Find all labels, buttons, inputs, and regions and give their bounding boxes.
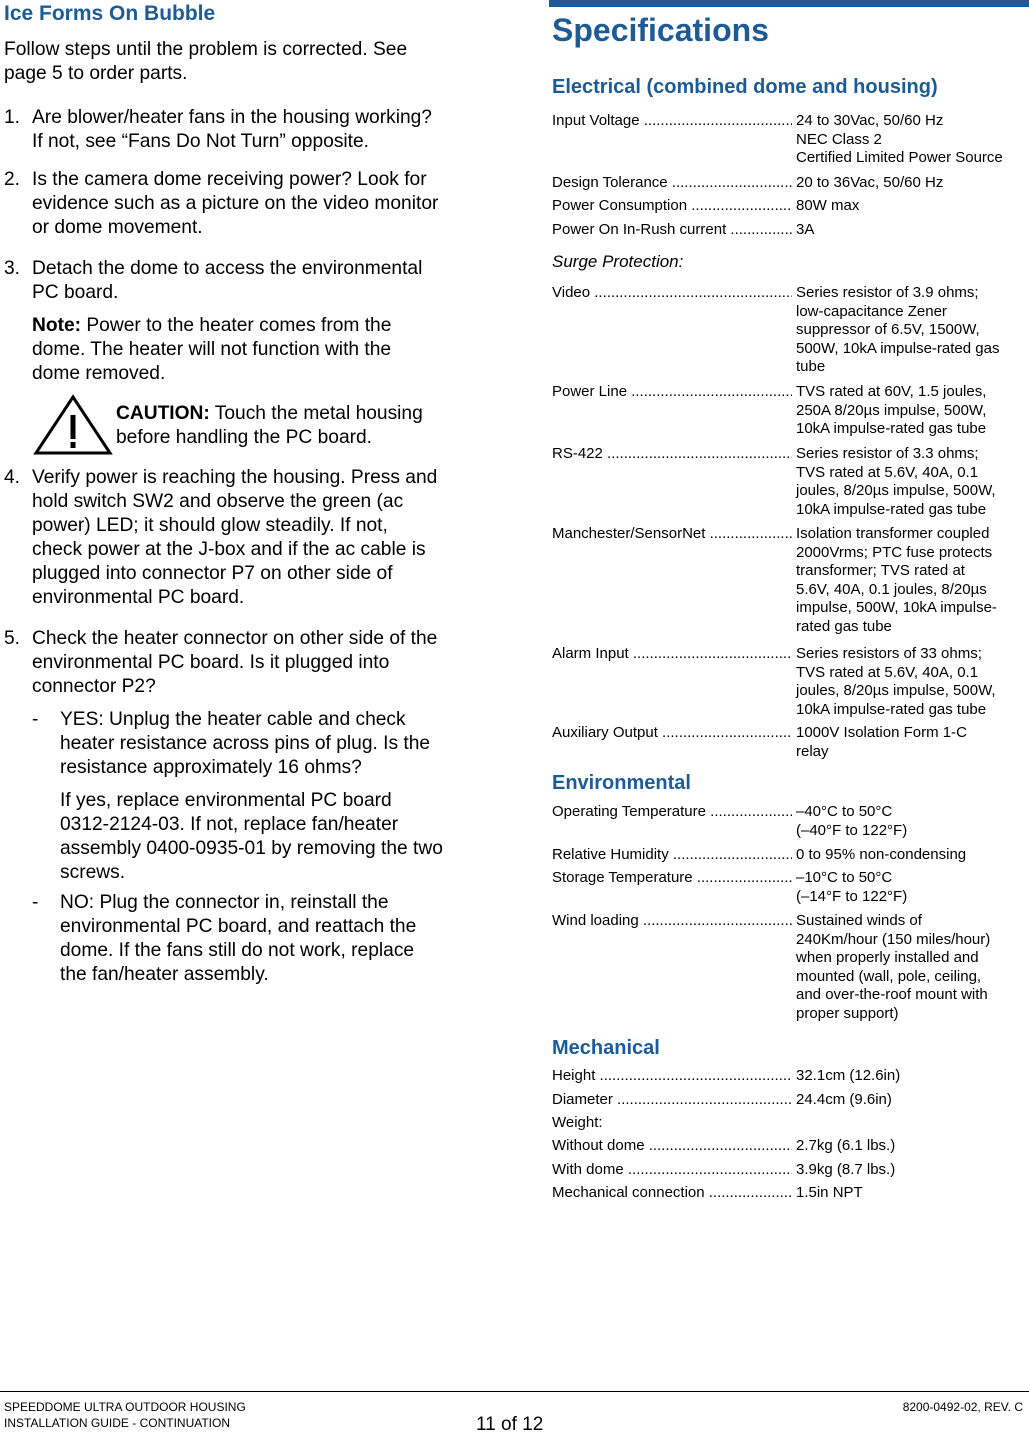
sub-item-line: dome. If the fans still do not work, replace (60, 940, 415, 961)
spec-value-line: rated gas tube (796, 617, 892, 635)
spec-value-line: –40°C to 50°C (796, 803, 893, 820)
step-number: 2. (4, 169, 21, 190)
step-line: PC board. (32, 282, 119, 303)
spec-value (796, 724, 1028, 761)
spec-value-line: TVS rated at 60V, 1.5 joules, (796, 383, 987, 400)
step-line: power) LED; it should glow steadily. If not, (32, 515, 388, 536)
step-line: check power at the J-box and if the ac cable is (32, 539, 426, 560)
spec-label: RS-422 ..... (552, 445, 792, 464)
spec-value (796, 1184, 1028, 1203)
spec-value-line: 250A 8/20µs impulse, 500W, (796, 401, 987, 419)
step-text (32, 168, 438, 240)
spec-value-line: NEC Class 2 (796, 130, 882, 148)
sub-item-text (60, 708, 430, 780)
intro-line: page 5 to order parts. (4, 63, 188, 84)
step-number: 1. (4, 107, 21, 128)
step-text (32, 257, 422, 305)
spec-label: Video ..... (552, 284, 792, 303)
spec-value (796, 221, 1028, 240)
spec-value-line: Series resistor of 3.3 ohms; (796, 445, 979, 462)
spec-value (796, 846, 1028, 865)
sub-item-line: YES: Unplug the heater cable and check (60, 709, 406, 730)
spec-value-line: proper support) (796, 1004, 899, 1022)
caution-text: Touch the metal housing (209, 403, 423, 424)
spec-value-line: suppressor of 6.5V, 1500W, (796, 321, 980, 338)
spec-value-line: (–40°F to 122°F) (796, 821, 908, 839)
footer-divider (0, 1391, 1029, 1392)
spec-value (796, 197, 1028, 216)
spec-label: Weight: (552, 1114, 603, 1131)
step-number: 5. (4, 628, 21, 649)
spec-value-line: TVS rated at 5.6V, 40A, 0.1 (796, 463, 979, 481)
step-text (32, 466, 437, 610)
spec-label: Mechanical connection ..... (552, 1184, 792, 1203)
spec-label: Manchester/SensorNet ..... (552, 525, 792, 544)
page-number: 11 of 12 (476, 1414, 544, 1435)
note-line: dome removed. (32, 363, 166, 384)
spec-label: Height ..... (552, 1067, 792, 1086)
sub-item-text (60, 891, 416, 987)
step-line: If not, see “Fans Do Not Turn” opposite. (32, 131, 370, 152)
spec-value (796, 869, 1028, 906)
spec-value-line: 20 to 36Vac, 50/60 Hz (796, 174, 944, 191)
spec-label: Power On In-Rush current ..... (552, 221, 792, 240)
spec-value (796, 912, 1028, 1023)
step-line: Detach the dome to access the environmental (32, 258, 423, 279)
spec-value-line: 240Km/hour (150 miles/hour) (796, 930, 991, 948)
spec-label: Auxiliary Output ..... (552, 724, 792, 743)
step-line: connector P2? (32, 676, 156, 697)
spec-value-line: 24 to 30Vac, 50/60 Hz (796, 112, 944, 129)
intro-paragraph (4, 38, 407, 86)
spec-label: Without dome ..... (552, 1137, 792, 1156)
note-label: Note: (32, 315, 82, 336)
note-line (32, 314, 391, 338)
note-text: Power to the heater comes from the (81, 315, 392, 336)
spec-value-line: transformer; TVS rated at (796, 562, 965, 579)
spec-value-line: and over-the-roof mount with (796, 986, 988, 1003)
step-line: Are blower/heater fans in the housing working? (32, 107, 432, 128)
spec-label: Power Line ..... (552, 383, 792, 402)
spec-value-line: 10kA impulse-rated gas tube (796, 500, 987, 518)
spec-value-line: 3.9kg (8.7 lbs.) (796, 1161, 896, 1178)
footer-doc-number: 8200-0492-02, REV. C (902, 1400, 1023, 1414)
warning-triangle-icon (32, 393, 114, 457)
step-line: Is the camera dome receiving power? Look for (32, 169, 427, 190)
sub-item-line: If yes, replace environmental PC board (60, 790, 392, 811)
caution-line (116, 402, 423, 426)
intro-line: Follow steps until the problem is corrected. See (4, 39, 408, 60)
section-heading: Ice Forms On Bubble (4, 2, 216, 25)
spec-value (796, 803, 1028, 840)
sub-item-dash: - (32, 709, 39, 730)
spec-value-line: 80W max (796, 197, 860, 214)
spec-label: Operating Temperature ..... (552, 803, 792, 822)
spec-label: Wind loading ..... (552, 912, 792, 931)
surge-protection-heading: Surge Protection: (552, 252, 684, 271)
spec-label: With dome ..... (552, 1161, 792, 1180)
spec-value (796, 1137, 1028, 1156)
spec-value-line: impulse, 500W, 10kA impulse- (796, 599, 997, 616)
sub-item-line: environmental PC board, and reattach the (60, 916, 417, 937)
spec-label: Diameter ..... (552, 1091, 792, 1110)
step-line: environmental PC board. Is it plugged into (32, 652, 390, 673)
environmental-heading: Environmental (552, 772, 691, 794)
caution-block (116, 402, 423, 450)
spec-value-line: Sustained winds of (796, 912, 922, 929)
step-line: Check the heater connector on other side of the (32, 628, 438, 649)
caution-line: before handling the PC board. (116, 427, 373, 448)
note-block (32, 314, 391, 386)
step-line: plugged into connector P7 on other side of (32, 563, 393, 584)
sub-item-dash: - (32, 892, 39, 913)
spec-label: Design Tolerance ..... (552, 174, 792, 193)
spec-value-line: 500W, 10kA impulse-rated gas (796, 339, 1000, 357)
spec-label: Storage Temperature ..... (552, 869, 792, 888)
sub-item-line: screws. (60, 862, 126, 883)
caution-label: CAUTION: (116, 403, 210, 424)
spec-value-line: TVS rated at 5.6V, 40A, 0.1 (796, 663, 979, 681)
spec-value-line: 10kA impulse-rated gas tube (796, 420, 987, 437)
sub-item-line: the fan/heater assembly. (60, 964, 269, 985)
step-line: Verify power is reaching the housing. Press and (32, 467, 438, 488)
spec-value (796, 383, 1028, 439)
spec-label: Power Consumption ..... (552, 197, 792, 216)
spec-value-line: low-capacitance Zener (796, 302, 947, 320)
spec-label: Input Voltage ..... (552, 112, 792, 131)
spec-value-line: 2.7kg (6.1 lbs.) (796, 1137, 896, 1154)
page-title: Specifications (552, 12, 769, 48)
step-line: environmental PC board. (32, 587, 245, 608)
sub-item-text (60, 789, 443, 885)
spec-value-line: 3A (796, 221, 815, 238)
footer-doc-subtitle: INSTALLATION GUIDE - CONTINUATION (4, 1416, 231, 1430)
spec-value-line: 5.6V, 40A, 0.1 joules, 8/20µs (796, 580, 987, 598)
spec-value-line: joules, 8/20µs impulse, 500W, (796, 682, 996, 699)
spec-label: Alarm Input ..... (552, 645, 792, 664)
header-accent-bar (549, 0, 1029, 7)
spec-value-line: 0 to 95% non-condensing (796, 846, 967, 863)
spec-value-line: mounted (wall, pole, ceiling, (796, 967, 982, 985)
spec-value-line: Certified Limited Power Source (796, 149, 1003, 166)
spec-value (796, 1091, 1028, 1110)
spec-value-line: 10kA impulse-rated gas tube (796, 700, 987, 718)
spec-value-line: 32.1cm (12.6in) (796, 1067, 901, 1084)
mechanical-heading: Mechanical (552, 1037, 660, 1059)
footer-doc-title: SPEEDDOME ULTRA OUTDOOR HOUSING (4, 1400, 246, 1414)
step-line: hold switch SW2 and observe the green (ac (32, 491, 404, 512)
spec-value-line: 2000Vrms; PTC fuse protects (796, 543, 993, 561)
spec-value-line: tube (796, 358, 826, 375)
step-text (32, 627, 437, 699)
step-text (32, 106, 432, 154)
spec-value-line: joules, 8/20µs impulse, 500W, (796, 482, 996, 499)
step-line: or dome movement. (32, 217, 203, 238)
sub-item-line: resistance approximately 16 ohms? (60, 757, 362, 778)
spec-value-line: when properly installed and (796, 949, 979, 966)
spec-value (796, 112, 1028, 168)
spec-value-line: Series resistor of 3.9 ohms; (796, 284, 979, 301)
sub-item-line: NO: Plug the connector in, reinstall the (60, 892, 389, 913)
electrical-heading: Electrical (combined dome and housing) (552, 76, 938, 98)
spec-label: Relative Humidity ..... (552, 846, 792, 865)
step-line: evidence such as a picture on the video monitor (32, 193, 439, 214)
spec-value (796, 174, 1028, 193)
spec-value (796, 525, 1028, 636)
step-number: 4. (4, 467, 21, 488)
spec-value-line: 24.4cm (9.6in) (796, 1091, 892, 1108)
spec-value-line: 1000V Isolation Form 1-C (796, 724, 967, 741)
spec-value-line: relay (796, 742, 829, 760)
spec-value (796, 445, 1028, 519)
spec-value (796, 284, 1028, 377)
sub-item-line: 0312-2124-03. If not, replace fan/heater (60, 814, 399, 835)
step-number: 3. (4, 258, 21, 279)
spec-value (796, 1067, 1028, 1086)
spec-value (796, 1161, 1028, 1180)
spec-value (796, 645, 1028, 719)
note-line: dome. The heater will not function with the (32, 339, 392, 360)
sub-item-line: assembly 0400-0935-01 by removing the two (60, 838, 443, 859)
footer-left (4, 1399, 246, 1431)
spec-value-line: 1.5in NPT (796, 1184, 863, 1201)
sub-item-line: heater resistance across pins of plug. Is the (60, 733, 431, 754)
spec-value-line: –10°C to 50°C (796, 869, 893, 886)
spec-value-line: (–14°F to 122°F) (796, 887, 908, 905)
spec-value-line: Series resistors of 33 ohms; (796, 645, 982, 662)
spec-value-line: Isolation transformer coupled (796, 525, 990, 542)
